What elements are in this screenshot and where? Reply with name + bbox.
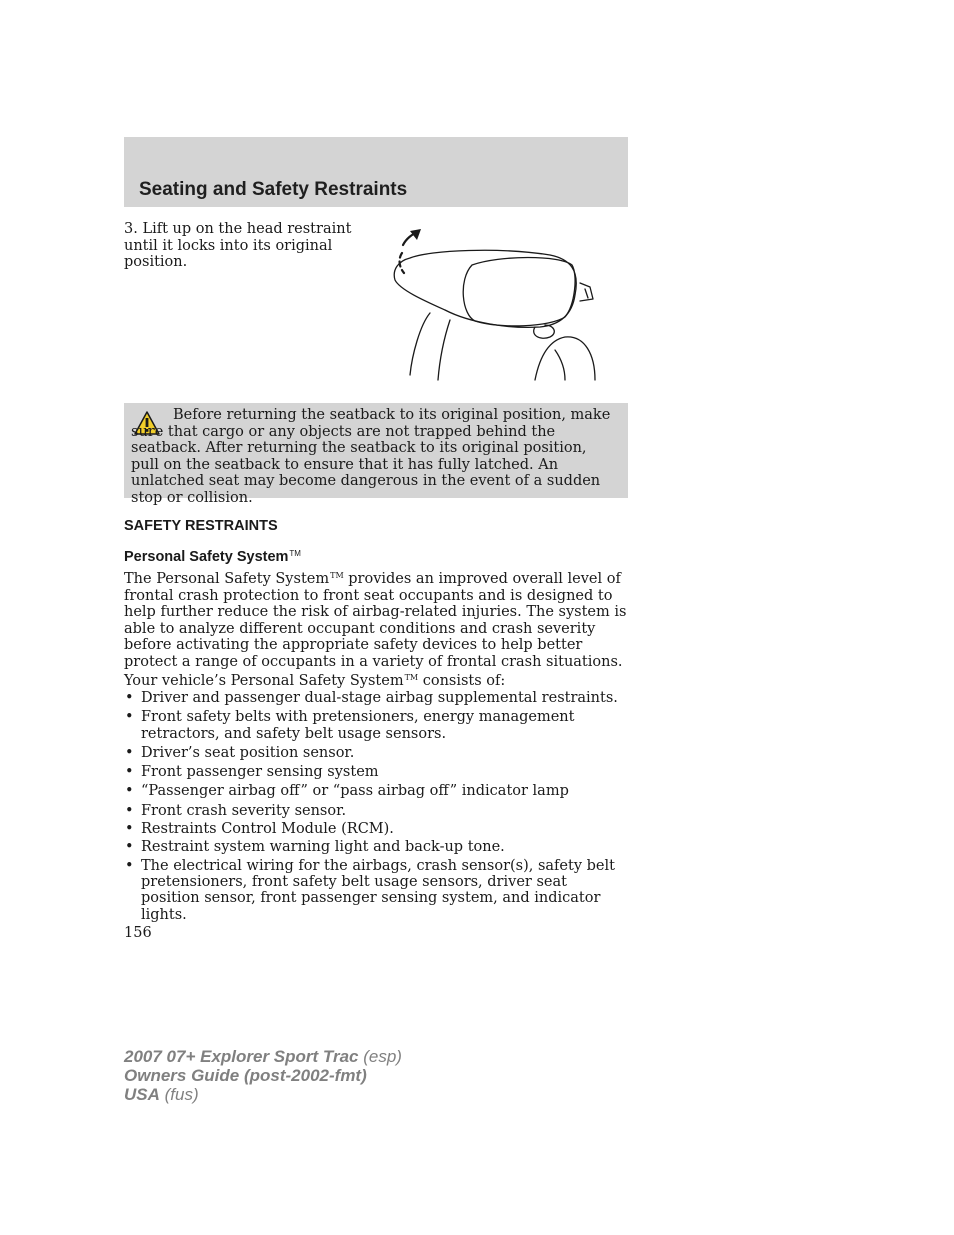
bullet-marker: • <box>125 709 134 726</box>
section-title: Seating and Safety Restraints <box>139 179 408 200</box>
bullet-marker: • <box>125 783 134 800</box>
bullet-marker: • <box>125 802 134 819</box>
document-footer <box>124 1047 402 1104</box>
consists-of-line <box>124 670 630 690</box>
list-item: • The electrical wiring for the airbags, crash sensor(s), safety belt pretensioners, front safety belt usage sensors, driver seat position sensor, front passenger sensing system, and indicator lights. <box>125 857 615 923</box>
trademark-mark: TM <box>289 549 301 558</box>
section-heading-safety-restraints: SAFETY RESTRAINTS <box>124 518 278 534</box>
list-item: • “Passenger airbag off” or “pass airbag off” indicator lamp <box>125 783 569 800</box>
lift-direction-dashes <box>400 253 404 273</box>
list-item: • Driver and passenger dual-stage airbag supplemental restraints. <box>125 690 618 706</box>
components-list <box>124 690 630 923</box>
bullet-marker: • <box>125 744 134 761</box>
head-restraint-illustration <box>390 225 605 383</box>
warning-callout <box>124 403 628 506</box>
list-item: • Driver’s seat position sensor. <box>125 744 355 761</box>
list-item: • Front crash severity sensor. <box>125 802 347 819</box>
page-number: 156 <box>124 925 152 941</box>
list-item: • Restraint system warning light and back-up tone. <box>125 839 505 856</box>
trademark-mark: TM <box>404 673 419 682</box>
intro-rest: provides an improved overall level of frontal crash protection to front seat occupants and is designed to help further reduce the risk of airbag-related injuries. The system is able to analyze different occupant conditions and crash severity before activating the appropriate safety devices to help better protect a range of occupants in a variety of frontal crash situations. <box>124 571 627 670</box>
trademark-mark: TM <box>330 571 344 580</box>
head-restraint-face <box>463 258 575 326</box>
bullet-marker: • <box>125 821 134 838</box>
consists-lead: Your vehicle’s Personal Safety System <box>124 673 404 689</box>
list-item: • Front safety belts with pretensioners, energy management retractors, and safety belt usage sensors. <box>125 709 575 742</box>
subheading-personal-safety-system <box>124 549 301 565</box>
bullet-marker: • <box>125 764 134 781</box>
list-item: • Restraints Control Module (RCM). <box>125 821 394 838</box>
intro-lead: The Personal Safety System <box>124 571 330 587</box>
list-item: • Front passenger sensing system <box>125 764 379 781</box>
section-header-band <box>124 137 628 207</box>
footer-line-3: USA (fus) <box>124 1085 199 1104</box>
intro-paragraph <box>124 568 630 671</box>
bullet-marker: • <box>125 857 134 874</box>
subheading-text: Personal Safety System <box>124 549 289 565</box>
bullet-marker: • <box>125 690 134 706</box>
bullet-marker: • <box>125 839 134 856</box>
consists-rest: consists of: <box>418 673 506 689</box>
step-instruction: 3. Lift up on the head restraint until it locks into its original position. <box>124 221 352 270</box>
seatback-left-edge <box>410 313 430 375</box>
footer-line-1: 2007 07+ Explorer Sport Trac (esp) <box>124 1047 402 1066</box>
warning-text: Before returning the seatback to its original position, make sure that cargo or any objects are not trapped behind the seatback. After returning the seatback to its original position, pull on the seatback to ensure that it has fully latched. An unlatched seat may become dangerous in the event of a sudden stop or collision. <box>131 407 611 506</box>
footer-line-2: Owners Guide (post-2002-fmt) <box>124 1066 367 1085</box>
